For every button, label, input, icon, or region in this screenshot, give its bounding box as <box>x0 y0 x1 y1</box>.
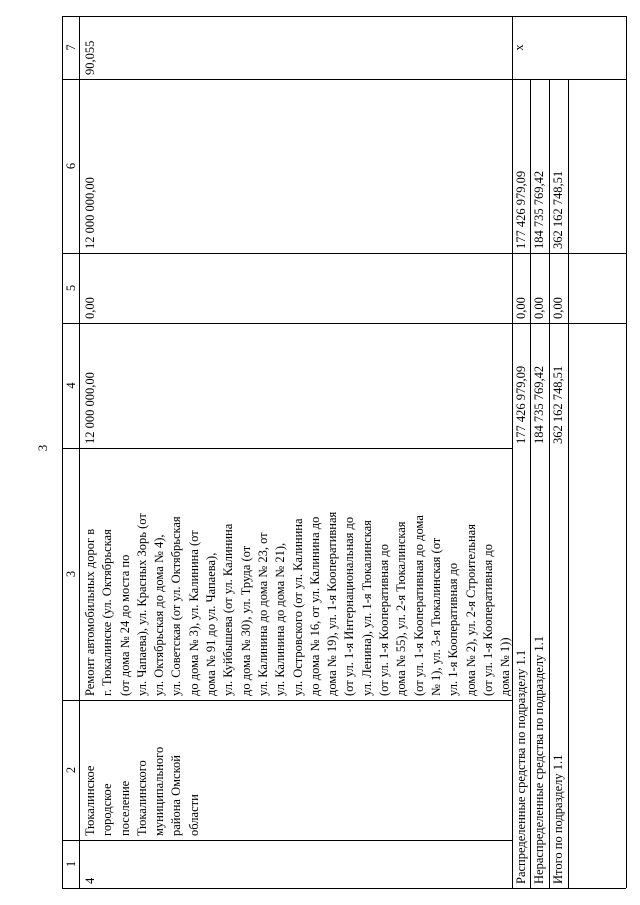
total-distributed-col4: 177 426 979,09 <box>514 365 528 444</box>
municipality-line: муниципального <box>152 746 167 836</box>
total-undistributed-col6: 184 735 769,42 <box>532 170 546 249</box>
header-col-3: 3 <box>64 570 78 578</box>
border-right <box>626 16 627 888</box>
description-line: ул. Советская (от ул. Октябрьская <box>169 516 184 696</box>
description-line: (от ул. 1-я Кооперативная до <box>480 543 495 696</box>
col-border-3-4 <box>62 448 512 449</box>
description-line: № 1), ул. 3-я Тюкалинская (от <box>428 537 443 696</box>
page-number: 3 <box>35 444 50 452</box>
description-line: ул. Калинина до дома № 21), <box>273 542 288 696</box>
header-col-4: 4 <box>64 382 78 389</box>
col-border-1-2 <box>62 840 512 841</box>
row-col6-value: 12 000 000,00 <box>83 177 97 249</box>
description-line: дома № 2), ул. 2-я Строительная <box>463 524 478 696</box>
row-col5-value: 0,00 <box>83 297 97 319</box>
description-line: дома № 19), ул. 1-я Кооперативная <box>325 511 340 696</box>
description-cell <box>82 450 514 696</box>
description-line: (от дома № 24 до моста по <box>117 554 132 696</box>
header-col-1: 1 <box>64 860 78 868</box>
header-row-border <box>79 16 80 888</box>
description-line: дома № 1)) <box>498 637 513 696</box>
total-label-distributed: Распределенные средства по подразделу 1.1 <box>514 649 528 884</box>
description-line: ул. Октябрьская до дома № 4), <box>152 534 167 696</box>
row-col7-value: 90,055 <box>83 40 97 75</box>
col-border-6-7 <box>62 79 626 80</box>
description-line: ул. Ленина), ул. 1-я Тюкалинская <box>359 520 374 696</box>
total-label-sum: Итого по подразделу 1.1 <box>551 754 565 884</box>
description-line: ул. 1-я Кооперативная до <box>446 562 461 696</box>
total-label-undistributed: Нераспределенные средства по подразделу 1.1 <box>532 635 546 884</box>
total-undistributed-col4: 184 735 769,42 <box>532 365 546 444</box>
municipality-line: городское <box>100 783 115 836</box>
description-line: дома № 55), ул. 2-я Тюкалинская <box>394 521 409 696</box>
row-number: 4 <box>83 877 97 884</box>
description-line: дома № 91 до ул. Чапаева), <box>204 552 219 696</box>
municipality-line: Тюкалинское <box>83 765 97 836</box>
description-line: (от ул. 1-я Кооперативная до <box>377 543 392 696</box>
border-bottom <box>62 888 626 889</box>
total-row-border-3 <box>568 79 569 888</box>
border-top <box>62 16 626 17</box>
description-line: (от ул. 1-я Кооперативная до дома <box>411 515 426 696</box>
header-col-7: 7 <box>64 44 78 51</box>
row-col4-value: 12 000 000,00 <box>83 372 97 444</box>
description-line: ул. Чапаева), ул. Красных Зорь (от <box>134 513 149 696</box>
description-line: до дома № 16, от ул. Калинина до <box>307 516 322 696</box>
total-distributed-col6: 177 426 979,09 <box>514 170 528 249</box>
total-distributed-col5: 0,00 <box>514 297 528 319</box>
header-col-2: 2 <box>64 766 78 774</box>
municipality-line: района Омской <box>169 755 184 836</box>
description-line: ул. Калинина до дома № 23, от <box>255 532 270 696</box>
municipality-line: Тюкалинского <box>134 760 149 836</box>
col-border-5-6 <box>62 253 626 254</box>
description-line: г. Тюкалинске (ул. Октябрьская <box>100 529 115 696</box>
description-line: Ремонт автомобильных дорог в <box>83 528 97 696</box>
description-line: ул. Куйбышева (от ул. Калинина <box>221 523 236 696</box>
totals-col7-mark: х <box>512 44 526 51</box>
municipality-line: поселение <box>117 780 132 836</box>
total-sum-col4: 362 162 748,51 <box>551 365 565 444</box>
description-line: до дома № 3), ул. Калинина (от <box>186 530 201 696</box>
total-undistributed-col5: 0,00 <box>532 297 546 319</box>
municipality-cell <box>82 702 203 836</box>
header-col-5: 5 <box>64 284 78 292</box>
municipality-line: области <box>186 794 201 836</box>
description-line: ул. Островского (от ул. Калинина <box>290 518 305 696</box>
total-sum-col6: 362 162 748,51 <box>551 170 565 249</box>
total-sum-col5: 0,00 <box>551 297 565 319</box>
description-line: (от ул. 1-я Интернациональная до <box>342 516 357 696</box>
description-line: до дома № 30), ул. Труда (от <box>238 545 253 696</box>
header-col-6: 6 <box>64 162 78 170</box>
col-border-2-3 <box>62 700 512 701</box>
